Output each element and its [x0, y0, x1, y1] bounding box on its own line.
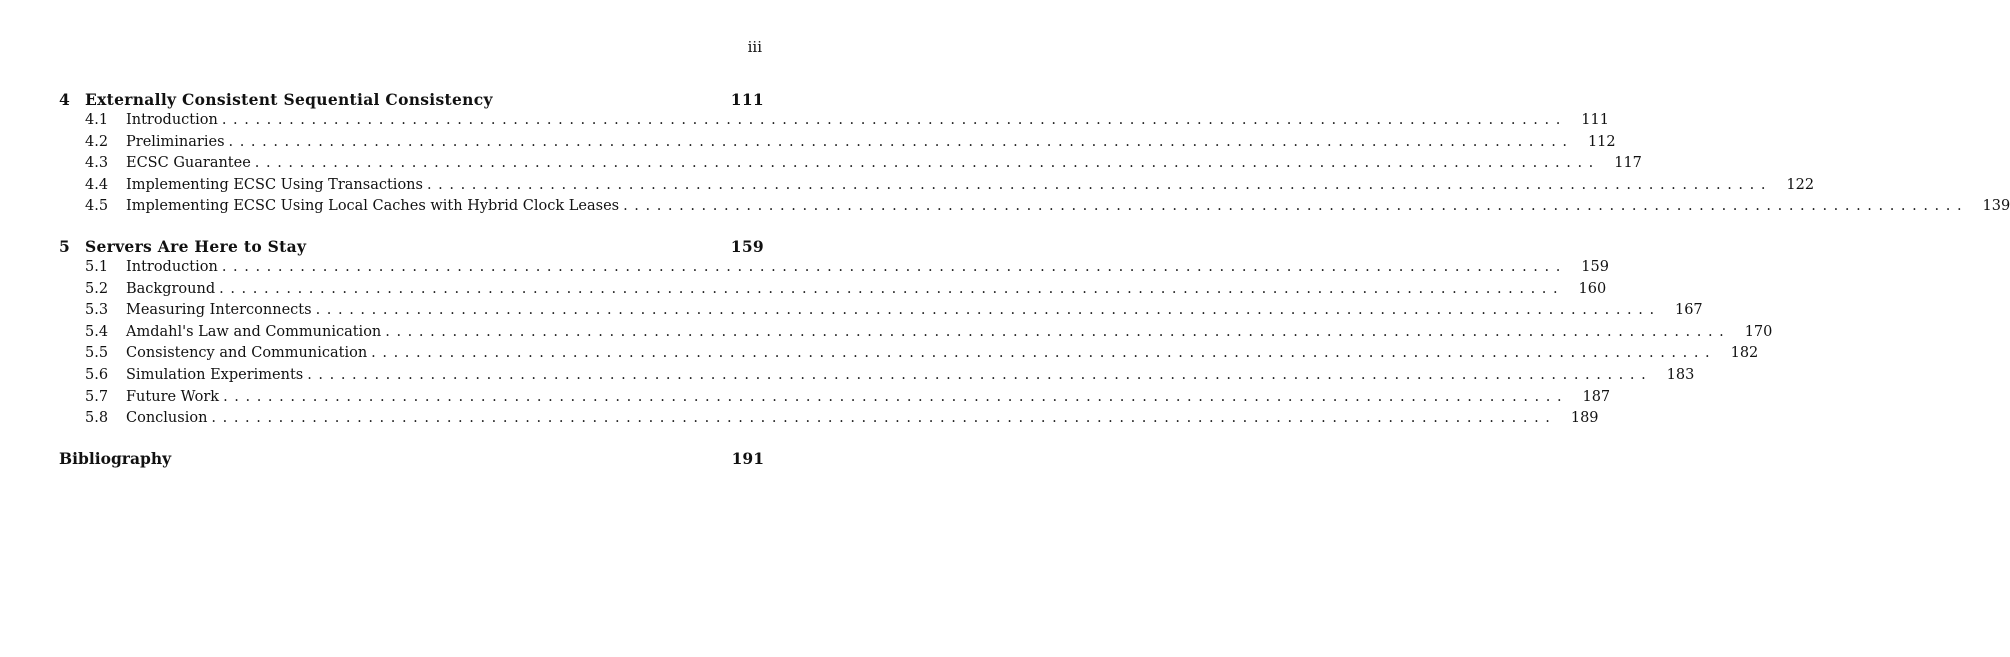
dot-leader: ........................................................................................................................: [426, 176, 1773, 193]
chapter-title: Externally Consistent Sequential Consistency: [85, 90, 493, 109]
toc-section[interactable]: [59, 323, 1773, 346]
section-number: 5.8: [85, 410, 109, 427]
section-title: Consistency and Communication: [126, 345, 368, 362]
chapter-page: 111: [730, 90, 764, 109]
section-number: 4.1: [85, 112, 109, 128]
toc-section[interactable]: [59, 366, 1695, 389]
section-number: 5.4: [85, 323, 109, 340]
section-page: 187: [1582, 388, 1611, 405]
section-title: Conclusion: [126, 410, 208, 427]
toc-section[interactable]: [59, 345, 1759, 367]
section-page: 122: [1786, 176, 1815, 193]
section-title: Future Work: [126, 388, 220, 405]
section-number: 5.6: [85, 366, 109, 383]
section-title: ECSC Guarantee: [126, 155, 251, 172]
section-number: 5.3: [85, 302, 109, 319]
section-number: 5.7: [85, 388, 109, 405]
dot-leader: ........................................................................................................................: [228, 133, 1574, 150]
chapter-title: Servers Are Here to Stay: [85, 236, 307, 256]
toc-section[interactable]: [59, 280, 1607, 303]
section-page: 189: [1570, 410, 1599, 427]
dot-leader: ........................................................................................................................: [223, 388, 1569, 405]
dot-leader: ........................................................................................................................: [307, 366, 1653, 383]
bibliography-page: 191: [731, 448, 764, 468]
section-page: 170: [1744, 323, 1773, 340]
dot-leader: ........................................................................................................................: [221, 258, 1567, 275]
dot-leader: ........................................................................................................................: [221, 112, 1567, 128]
section-page: 183: [1666, 366, 1695, 383]
dot-leader: ........................................................................................................................: [219, 280, 1565, 297]
dot-leader: ........................................................................................................................: [211, 410, 1557, 427]
dot-leader: ........................................................................................................................: [623, 198, 1969, 215]
toc-section[interactable]: [59, 155, 1642, 177]
toc-section[interactable]: [59, 176, 1815, 199]
section-page: 167: [1674, 302, 1703, 319]
toc-section[interactable]: [59, 198, 2010, 220]
section-title: Implementing ECSC Using Local Caches with Hybrid Clock Leases: [126, 198, 620, 215]
toc-section[interactable]: [59, 258, 1609, 281]
dot-leader: ........................................................................................................................: [254, 155, 1600, 172]
section-page: 159: [1581, 258, 1609, 275]
section-number: 5.1: [85, 258, 109, 275]
section-number: 4.5: [85, 198, 109, 215]
dot-leader: ........................................................................................................................: [385, 323, 1731, 340]
section-page: 117: [1614, 155, 1642, 172]
toc-bibliography[interactable]: [59, 449, 764, 471]
dot-leader: ........................................................................................................................: [371, 345, 1717, 362]
section-title: Introduction: [126, 112, 218, 128]
bibliography-title: Bibliography: [59, 448, 172, 468]
section-page: 111: [1581, 112, 1609, 128]
section-title: Measuring Interconnects: [126, 302, 312, 319]
section-number: 4.4: [85, 176, 109, 193]
section-title: Preliminaries: [126, 133, 225, 150]
section-number: 5.5: [85, 345, 109, 362]
section-title: Amdahl's Law and Communication: [126, 323, 382, 340]
chapter-number: 5: [59, 236, 71, 256]
chapter-number: 4: [59, 90, 71, 109]
toc-section[interactable]: [59, 133, 1616, 156]
toc-section[interactable]: [59, 410, 1599, 432]
toc-chapter-5[interactable]: [59, 237, 764, 259]
section-page: 182: [1730, 345, 1759, 362]
toc-section[interactable]: [59, 388, 1611, 411]
section-page: 139: [1982, 198, 2010, 215]
toc-section[interactable]: [59, 302, 1703, 324]
section-page: 160: [1578, 280, 1607, 297]
section-title: Introduction: [126, 258, 218, 275]
table-of-contents: [59, 90, 2010, 471]
section-page: 112: [1587, 133, 1616, 150]
toc-chapter-4[interactable]: [59, 90, 764, 112]
section-number: 4.2: [85, 133, 109, 150]
section-title: Implementing ECSC Using Transactions: [126, 176, 423, 193]
section-title: Background: [126, 280, 216, 297]
section-number: 4.3: [85, 155, 109, 172]
toc-section[interactable]: [59, 112, 1609, 134]
section-number: 5.2: [85, 280, 109, 297]
page-number: iii: [747, 38, 762, 56]
dot-leader: ........................................................................................................................: [315, 302, 1661, 319]
section-title: Simulation Experiments: [126, 366, 304, 383]
chapter-page: 159: [730, 236, 764, 256]
